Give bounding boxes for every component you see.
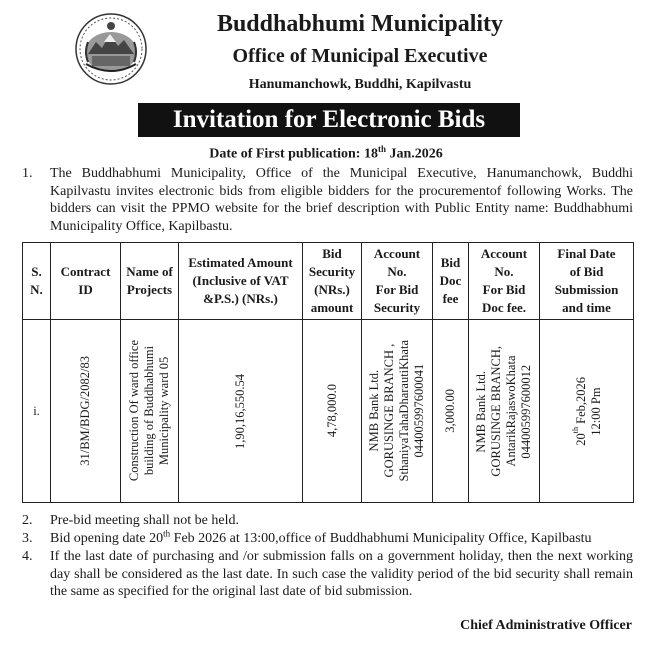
bid-table (22, 242, 634, 503)
notice-title: Invitation for Electronic Bids (138, 103, 520, 137)
col-header-estimated-amount: Estimated Amount (Inclusive of VAT &P.S.) (NRs.) (179, 243, 303, 320)
cell-bid-security: 4,78,000.0 (303, 320, 362, 503)
cell-sn: i. (23, 320, 51, 503)
cell-contract-id: 31/BM/BDG/2082/83 (51, 320, 121, 503)
col-header-sn: S. N. (23, 243, 51, 320)
table-row (23, 320, 634, 503)
office-address: Hanumanchowk, Buddhi, Kapilvastu (248, 77, 472, 92)
item-3-text: Bid opening date 20th Feb 2026 at 13:00,office of Buddhabhumi Municipality Office, Kapilbastu (50, 528, 592, 546)
col-header-final-date: Final Date of Bid Submission and time (540, 243, 634, 320)
col-header-doc-fee: Bid Doc fee (433, 243, 469, 320)
cell-estimated-amount: 1,90,16,550.54 (179, 320, 303, 503)
publication-date-sup: th (377, 144, 386, 154)
item-1-number: 1. (22, 166, 33, 181)
cell-account-doc-fee: NMB Bank Ltd. GORUSINGE BRANCH, AntarikRajaswoKhata 044005997600012 (469, 320, 540, 503)
cell-final-date: 20th Feb,2026 12:00 Pm (540, 320, 634, 503)
cell-doc-fee: 3,000.00 (433, 320, 469, 503)
col-header-bid-security: Bid Security (NRs.) amount (303, 243, 362, 320)
item-2-text: Pre-bid meeting shall not be held. (50, 513, 239, 528)
item-1-text: The Buddhabhumi Municipality, Office of the Municipal Executive, Hanumanchowk, Buddhi Kapilvastu invites electronic bids from eligible bidders for the procurementof following Works. The bidders can visit the PPMO website for the brief description with Public Entity name: Buddhabhumi Municipality Office, Kapilbastu. (50, 166, 633, 234)
publication-date-suffix: Jan.2026 (385, 146, 443, 162)
table-header-row (23, 243, 634, 320)
publication-date (0, 140, 652, 164)
municipality-name: Buddhabhumi Municipality (216, 11, 504, 37)
item-2-number: 2. (22, 513, 33, 528)
office-name: Office of Municipal Executive (232, 45, 488, 67)
col-header-account-security: Account No. For Bid Security (362, 243, 433, 320)
item-4-number: 4. (22, 549, 33, 564)
item-4-text: If the last date of purchasing and /or submission falls on a government holiday, then the next working day shall be considered as the last date. In such case the validity period of the bid security shall remain the same as specified for the original last date of bid submission. (50, 549, 633, 600)
item-3-number: 3. (22, 531, 33, 546)
col-header-project-name: Name of Projects (121, 243, 179, 320)
signatory-title: Chief Administrative Officer (460, 618, 632, 633)
cell-account-security: NMB Bank Ltd. GORUSINGE BRANCH , SthaniyaTahaDharautiKhata 044005997600041 (362, 320, 433, 503)
municipality-emblem-icon (74, 12, 148, 86)
col-header-account-doc-fee: Account No. For Bid Doc fee. (469, 243, 540, 320)
cell-project-name: Construction Of ward office building of Buddhabhumi Municipality ward 05 (121, 320, 179, 503)
col-header-contract-id: Contract ID (51, 243, 121, 320)
publication-date-prefix: Date of First publication: 18 (209, 146, 378, 162)
